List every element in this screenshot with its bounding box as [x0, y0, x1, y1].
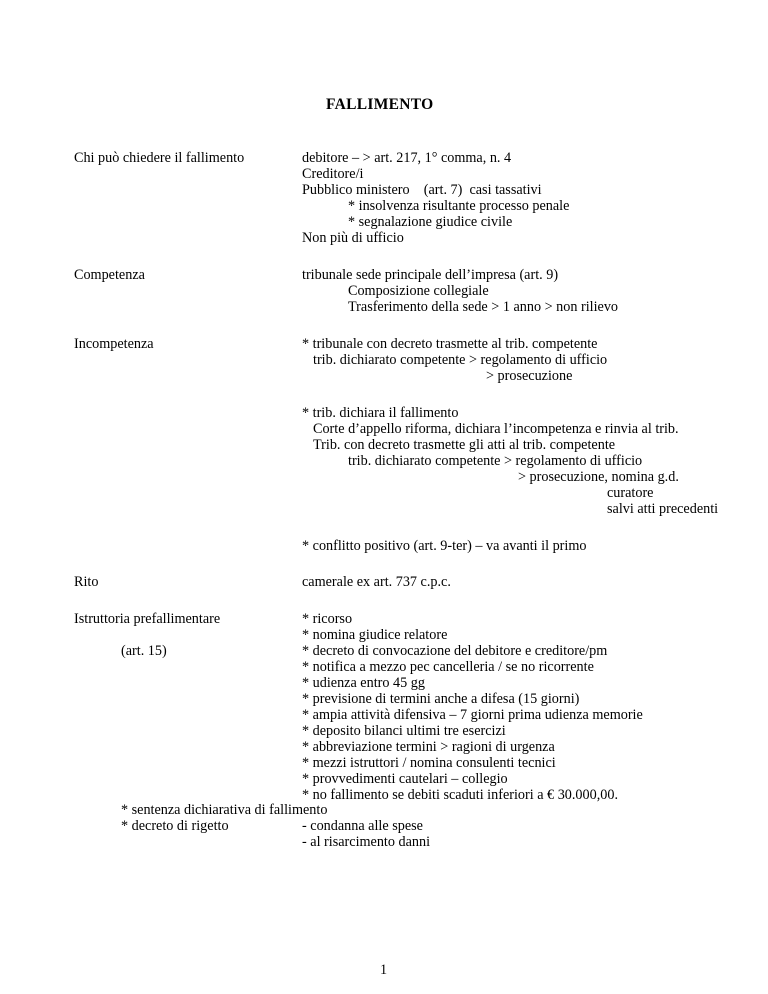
section-label-chi-puo: Chi può chiedere il fallimento — [74, 150, 245, 166]
istruttoria-item: * mezzi istruttori / nomina consulenti tecnici — [302, 755, 556, 771]
istruttoria-item: * udienza entro 45 gg — [302, 675, 425, 691]
istruttoria-item: * ricorso — [302, 611, 353, 627]
incompetenza-line: > prosecuzione, nomina g.d. — [518, 469, 679, 485]
esito-rigetto: * decreto di rigetto — [121, 818, 229, 834]
incompetenza-line: * tribunale con decreto trasmette al trib. competente — [302, 336, 598, 352]
incompetenza-line: Corte d’appello riforma, dichiara l’incompetenza e rinvia al trib. — [313, 421, 679, 437]
chi-puo-line: * segnalazione giudice civile — [348, 214, 513, 230]
incompetenza-line: curatore — [607, 485, 654, 501]
istruttoria-item: * no fallimento se debiti scaduti inferiori a € 30.000,00. — [302, 787, 618, 803]
istruttoria-item: * provvedimenti cautelari – collegio — [302, 771, 508, 787]
chi-puo-line: * insolvenza risultante processo penale — [348, 198, 570, 214]
incompetenza-line: salvi atti precedenti — [607, 501, 719, 517]
esito-sentenza: * sentenza dichiarativa di fallimento — [121, 802, 328, 818]
istruttoria-item: * ampia attività difensiva – 7 giorni prima udienza memorie — [302, 707, 643, 723]
istruttoria-item: * notifica a mezzo pec cancelleria / se no ricorrente — [302, 659, 594, 675]
competenza-line: Trasferimento della sede > 1 anno > non rilievo — [348, 299, 619, 315]
incompetenza-line: trib. dichiarato competente > regolamento di ufficio — [313, 352, 608, 368]
incompetenza-line: * conflitto positivo (art. 9-ter) – va avanti il primo — [302, 538, 587, 554]
section-label-competenza: Competenza — [74, 267, 145, 283]
competenza-line: Composizione collegiale — [348, 283, 489, 299]
esito-conseguenza: - al risarcimento danni — [302, 834, 431, 850]
istruttoria-item: * previsione di termini anche a difesa (15 giorni) — [302, 691, 580, 707]
incompetenza-line: > prosecuzione — [486, 368, 573, 384]
incompetenza-line: Trib. con decreto trasmette gli atti al trib. competente — [313, 437, 616, 453]
chi-puo-line: Pubblico ministero (art. 7) casi tassativi — [302, 182, 542, 198]
section-label-istruttoria: Istruttoria prefallimentare — [74, 611, 221, 627]
section-label-incompetenza: Incompetenza — [74, 336, 154, 352]
incompetenza-line: * trib. dichiara il fallimento — [302, 405, 459, 421]
section-sublabel-istruttoria: (art. 15) — [121, 643, 167, 659]
incompetenza-line: trib. dichiarato competente > regolamento di ufficio — [348, 453, 643, 469]
istruttoria-item: * nomina giudice relatore — [302, 627, 448, 643]
istruttoria-item: * deposito bilanci ultimi tre esercizi — [302, 723, 506, 739]
page-number: 1 — [380, 962, 388, 978]
rito-value: camerale ex art. 737 c.p.c. — [302, 574, 451, 590]
section-label-rito: Rito — [74, 574, 99, 590]
esito-conseguenza: - condanna alle spese — [302, 818, 423, 834]
page-title: FALLIMENTO — [326, 96, 434, 113]
istruttoria-item: * decreto di convocazione del debitore e creditore/pm — [302, 643, 608, 659]
chi-puo-line: debitore – > art. 217, 1° comma, n. 4 — [302, 150, 512, 166]
chi-puo-line: Creditore/i — [302, 166, 364, 182]
competenza-line: tribunale sede principale dell’impresa (art. 9) — [302, 267, 559, 283]
istruttoria-item: * abbreviazione termini > ragioni di urgenza — [302, 739, 555, 755]
chi-puo-line: Non più di ufficio — [302, 230, 404, 246]
